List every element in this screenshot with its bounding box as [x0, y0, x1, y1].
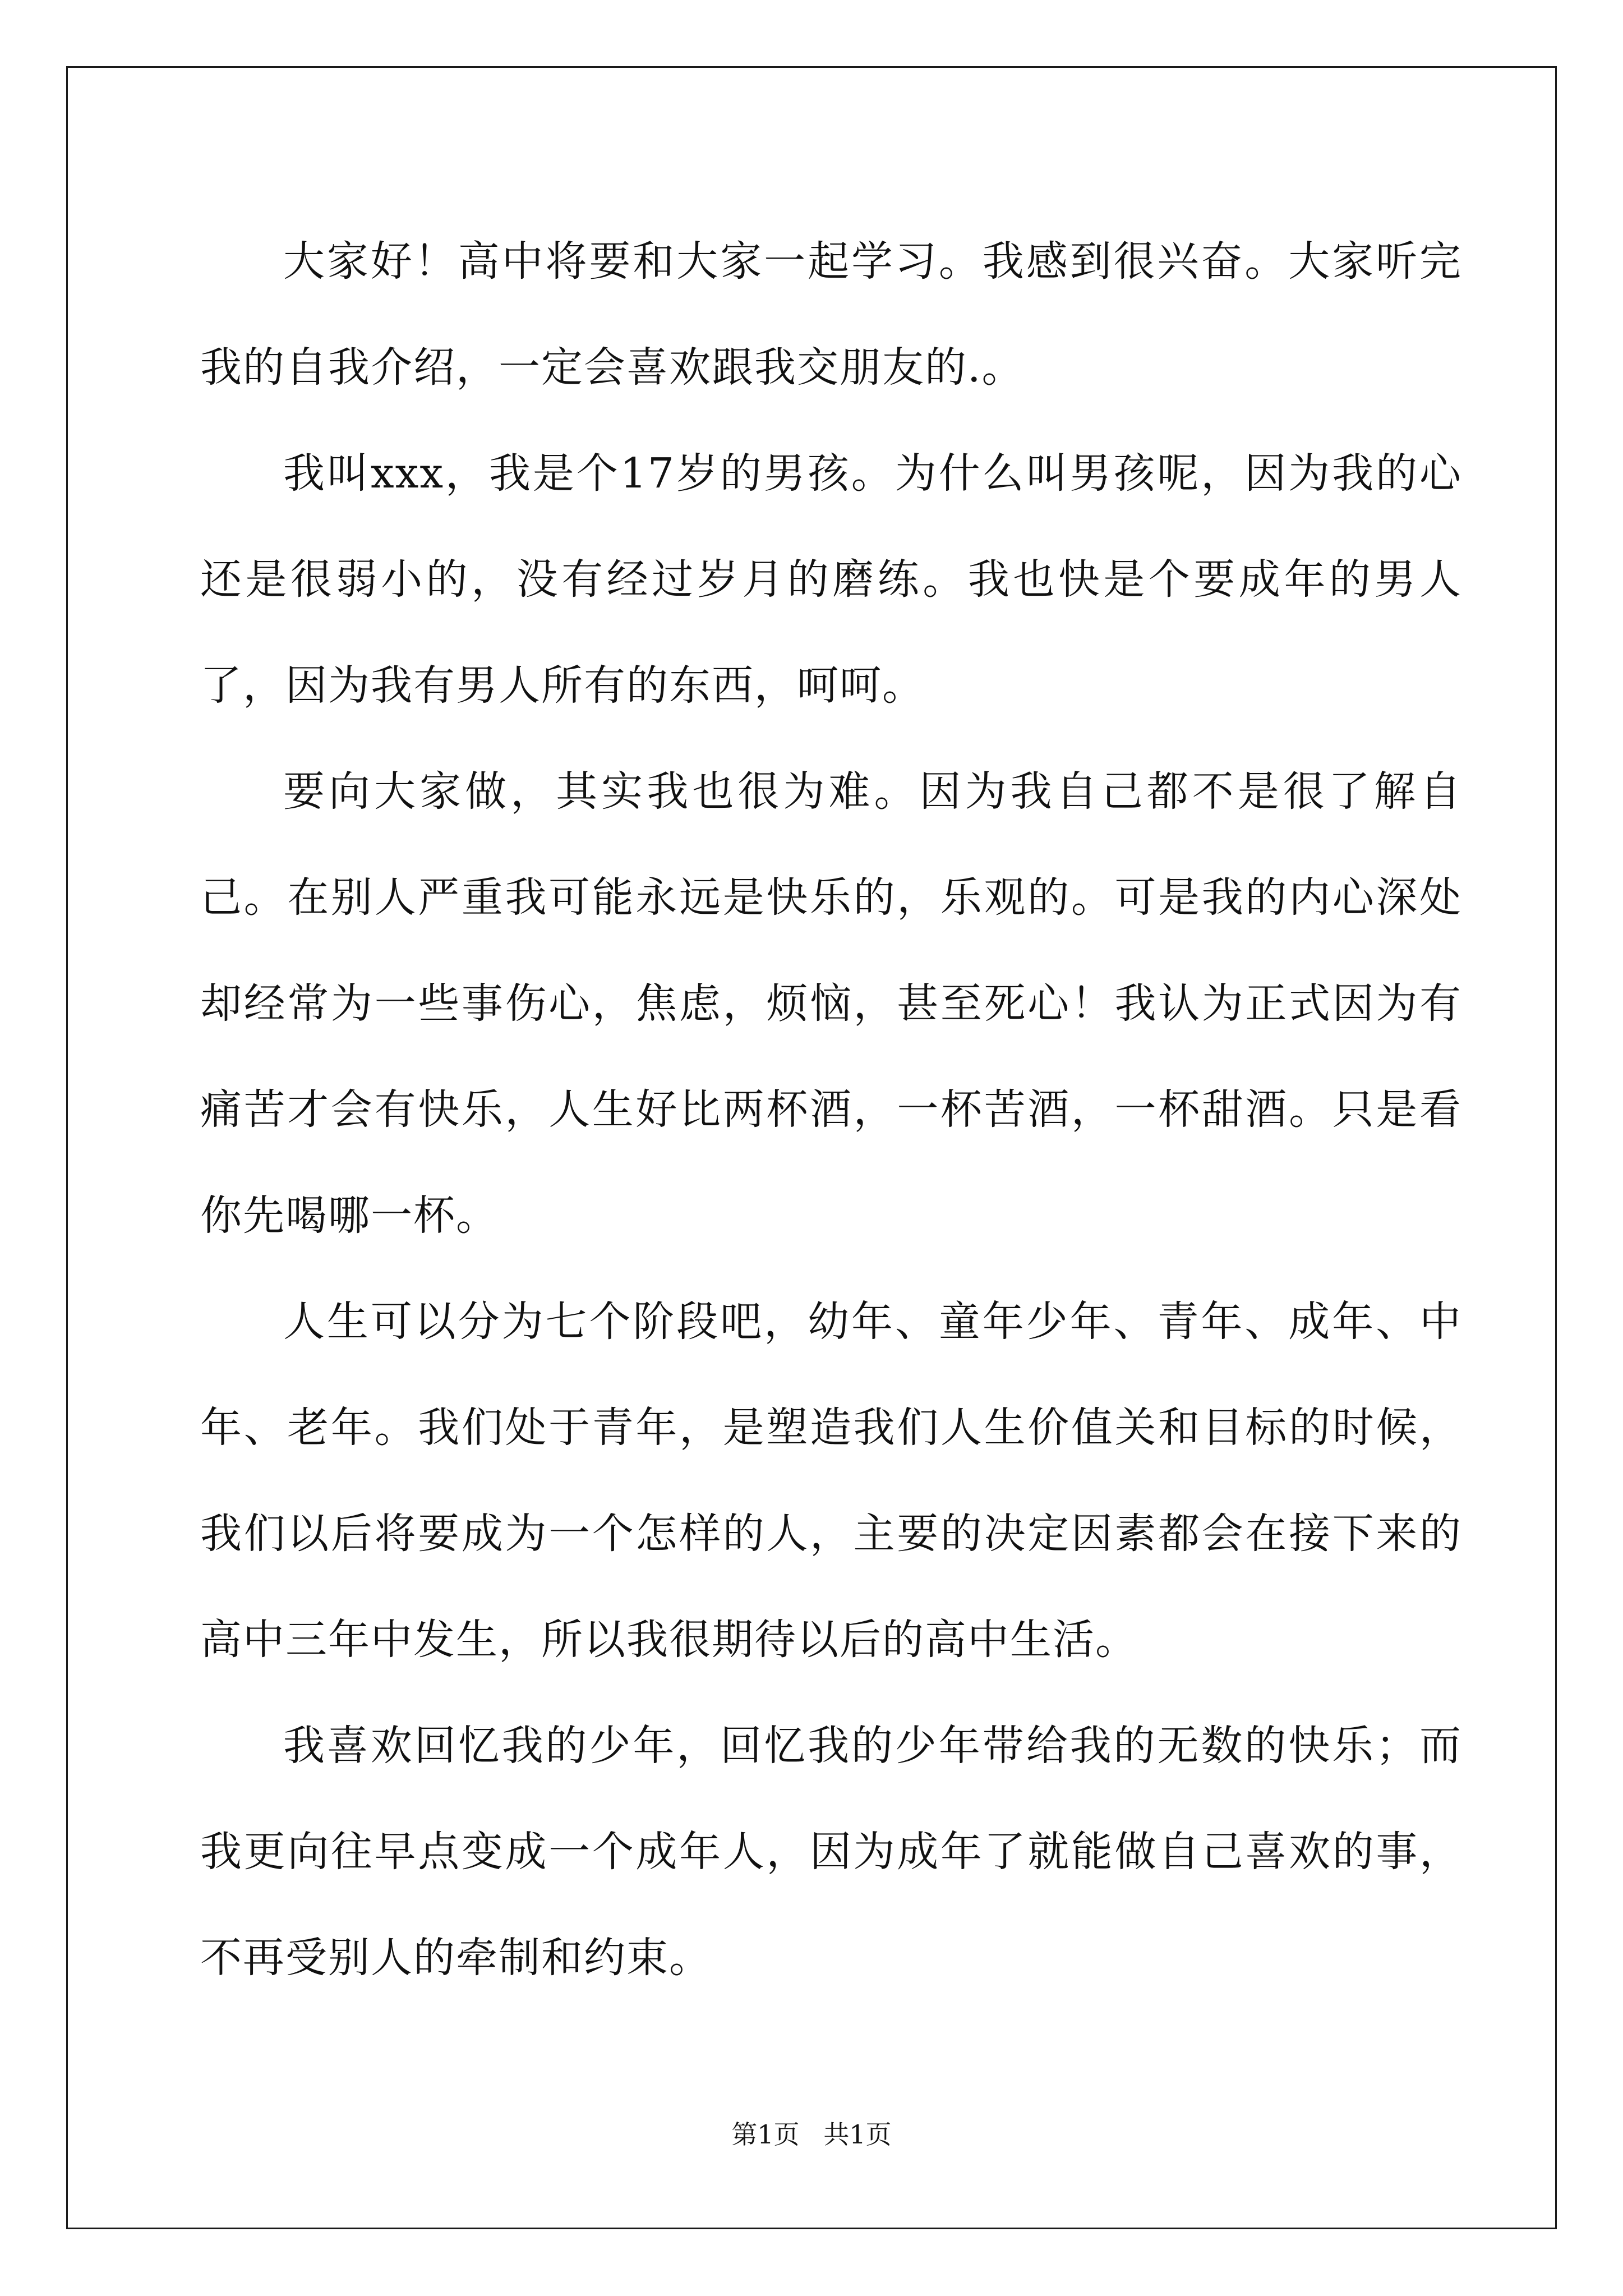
page-number-current: 第1页 — [731, 2119, 800, 2150]
page-footer — [0, 2118, 1623, 2151]
paragraph-2: 我叫xxx，我是个17岁的男孩。为什么叫男孩呢，因为我的心还是很弱小的，没有经过岁月的磨练。我也快是个要成年的男人了，因为我有男人所有的东西，呵呵。 — [200, 449, 1462, 710]
paragraph-1: 大家好！高中将要和大家一起学习。我感到很兴奋。大家听完我的自我介绍，一定会喜欢跟我交朋友的.。 — [200, 237, 1462, 392]
paragraph-3: 要向大家做，其实我也很为难。因为我自己都不是很了解自己。在别人严重我可能永远是快乐的，乐观的。可是我的内心深处却经常为一些事伤心，焦虑，烦恼，甚至死心！我认为正式因为有痛苦才会有快乐，人生好比两杯酒，一杯苦酒，一杯甜酒。只是看你先喝哪一杯。 — [200, 767, 1462, 1240]
paragraph-4: 人生可以分为七个阶段吧，幼年、童年少年、青年、成年、中年、老年。我们处于青年，是塑造我们人生价值关和目标的时候，我们以后将要成为一个怎样的人，主要的决定因素都会在接下来的高中三年中发生，所以我很期待以后的高中生活。 — [200, 1297, 1462, 1664]
page-number-total: 共1页 — [823, 2119, 892, 2150]
paragraph-5: 我喜欢回忆我的少年，回忆我的少年带给我的无数的快乐；而我更向往早点变成一个成年人，因为成年了就能做自己喜欢的事，不再受别人的牵制和约束。 — [200, 1722, 1462, 1982]
document-body — [200, 209, 1462, 2011]
